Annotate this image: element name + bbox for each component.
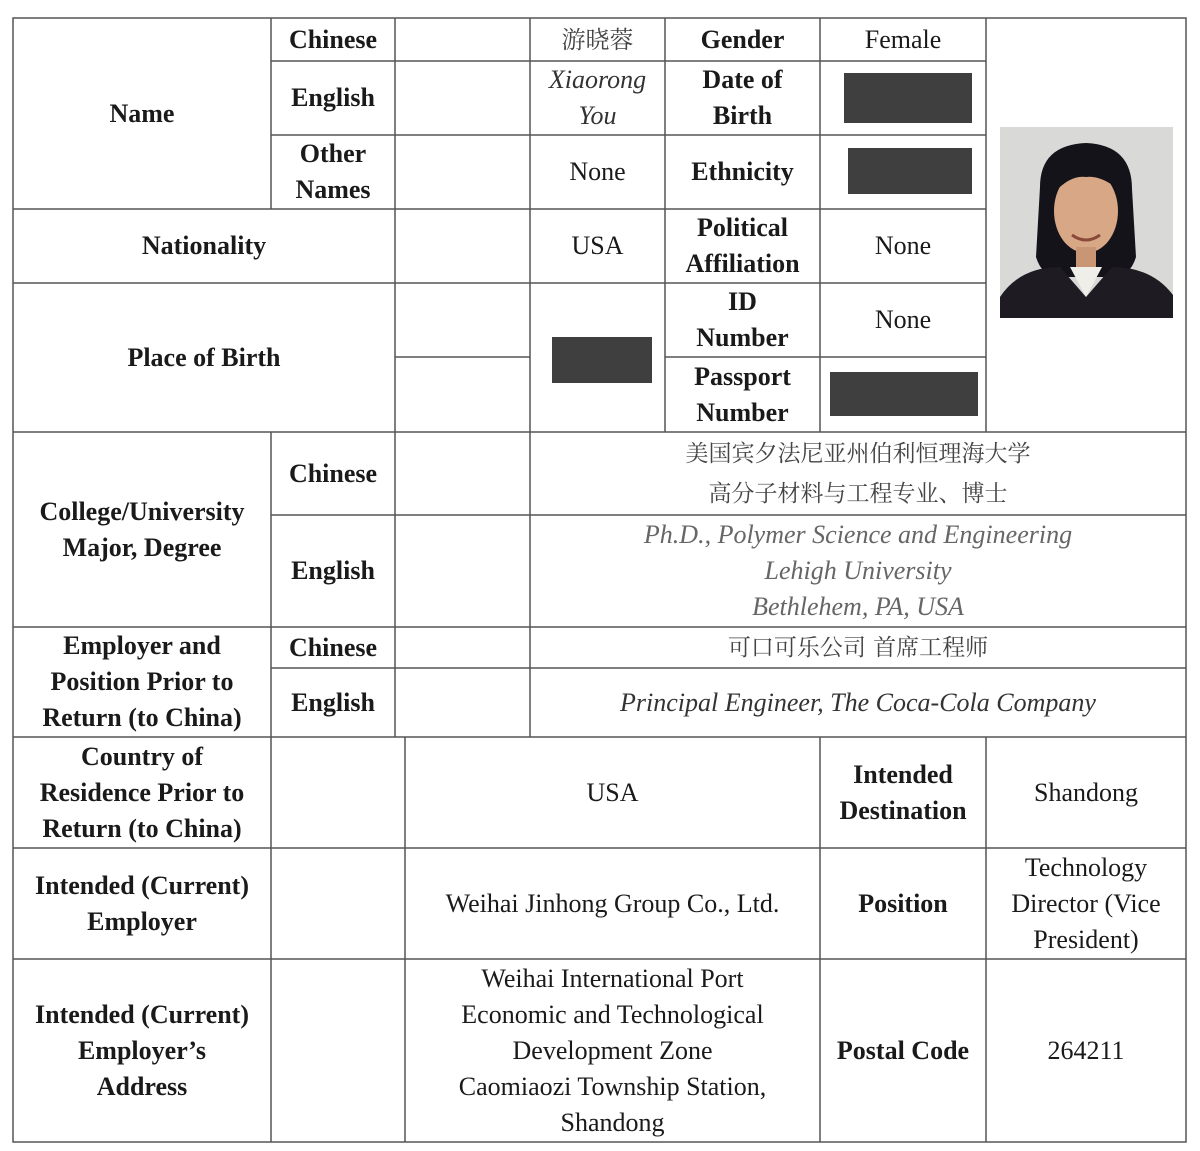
gender-value xyxy=(820,18,986,61)
political-value-text: None xyxy=(874,231,932,260)
name-label-text: Name xyxy=(109,98,175,128)
college-english-line3: Bethlehem, PA, USA xyxy=(752,592,964,621)
college-label-line2: Major, Degree xyxy=(62,532,222,562)
employer-prior-label xyxy=(13,627,271,737)
address-line4: Caomiaozi Township Station, xyxy=(458,1071,767,1101)
college-chinese-line1: 美国宾夕法尼亚州伯利恒理海大学 xyxy=(685,440,1031,467)
postal-value xyxy=(986,959,1186,1142)
position-label xyxy=(820,848,986,959)
id-number-label xyxy=(665,283,820,357)
residence-value-text: USA xyxy=(586,777,639,807)
residence-value xyxy=(405,737,820,848)
passport-label xyxy=(665,357,820,432)
name-chinese-label xyxy=(271,18,395,61)
birthplace-redaction xyxy=(552,337,652,383)
political-value xyxy=(820,209,986,283)
gender-label xyxy=(665,18,820,61)
id-number-value xyxy=(820,283,986,357)
id-number-value-text: None xyxy=(874,305,932,334)
college-english-line2: Lehigh University xyxy=(764,556,952,585)
employer-prior-chinese-label xyxy=(271,627,395,668)
name-chinese-label-text: Chinese xyxy=(288,24,378,54)
employer-prior-english-value-text: Principal Engineer, The Coca-Cola Company xyxy=(620,687,1096,717)
dob-label-line2: Birth xyxy=(712,101,773,130)
political-label-line1: Political xyxy=(697,213,788,242)
current-employer-label-line1: Intended (Current) xyxy=(34,870,250,900)
address-label-line3: Address xyxy=(96,1071,188,1101)
ethnicity-label-text: Ethnicity xyxy=(691,157,794,186)
destination-label-line2: Destination xyxy=(839,795,967,825)
postal-label xyxy=(820,959,986,1142)
employer-prior-english-label xyxy=(271,668,395,737)
gender-value-text: Female xyxy=(864,24,942,54)
other-names-value-text: None xyxy=(569,157,626,186)
college-chinese-label xyxy=(271,432,395,515)
position-value xyxy=(986,848,1186,959)
nationality-label-text: Nationality xyxy=(141,231,267,260)
destination-value-text: Shandong xyxy=(1034,777,1138,807)
current-employer-value-text: Weihai Jinhong Group Co., Ltd. xyxy=(445,888,780,918)
position-label-text: Position xyxy=(858,888,948,918)
college-label xyxy=(13,432,271,627)
destination-label xyxy=(820,737,986,848)
gender-label-text: Gender xyxy=(700,24,785,54)
id-number-label-line2: Number xyxy=(696,323,789,352)
position-value-line3: President) xyxy=(1033,924,1139,954)
nationality-label xyxy=(13,209,395,283)
portrait-photo xyxy=(1000,127,1173,318)
other-names-label xyxy=(271,135,395,209)
address-value xyxy=(405,959,820,1142)
college-english-line1: Ph.D., Polymer Science and Engineering xyxy=(643,520,1073,549)
residence-label-line3: Return (to China) xyxy=(42,813,242,843)
college-chinese-label-text: Chinese xyxy=(288,458,378,488)
name-english-line2: You xyxy=(578,101,617,130)
current-employer-label-line2: Employer xyxy=(87,906,197,936)
portrait-photo-icon xyxy=(1000,127,1173,318)
birthplace-label xyxy=(13,283,395,432)
name-english-label-text: English xyxy=(291,83,375,112)
employer-prior-label-line1: Employer and xyxy=(63,631,221,660)
political-label xyxy=(665,209,820,283)
address-line3: Development Zone xyxy=(512,1035,713,1065)
destination-label-line1: Intended xyxy=(853,759,953,789)
passport-label-line2: Number xyxy=(696,397,789,427)
nationality-value xyxy=(530,209,665,283)
name-english-value xyxy=(530,61,665,135)
address-label-line1: Intended (Current) xyxy=(34,999,250,1029)
college-english-label xyxy=(271,515,395,627)
other-names-value xyxy=(530,135,665,209)
birthplace-label-text: Place of Birth xyxy=(127,342,281,372)
residence-label xyxy=(13,737,271,848)
current-employer-label xyxy=(13,848,271,959)
name-english-line1: Xiaorong xyxy=(548,65,647,94)
id-number-label-line1: ID xyxy=(728,287,757,316)
residence-label-line1: Country of xyxy=(80,741,204,771)
address-line5: Shandong xyxy=(560,1107,665,1137)
address-line2: Economic and Technological xyxy=(461,999,764,1029)
residence-label-line2: Residence Prior to xyxy=(39,777,245,807)
employer-prior-chinese-value-text: 可口可乐公司 首席工程师 xyxy=(727,634,989,661)
passport-redaction xyxy=(830,372,978,416)
employer-prior-chinese-label-text: Chinese xyxy=(288,632,378,662)
name-chinese-value xyxy=(530,18,665,61)
address-line1: Weihai International Port xyxy=(481,963,744,993)
other-names-label-line2: Names xyxy=(295,175,371,204)
employer-prior-english-label-text: English xyxy=(291,687,375,717)
other-names-label-line1: Other xyxy=(299,139,367,168)
address-label-line2: Employer’s xyxy=(77,1035,207,1065)
address-label xyxy=(13,959,271,1142)
dob-redaction xyxy=(844,73,972,123)
destination-value xyxy=(986,737,1186,848)
postal-label-text: Postal Code xyxy=(836,1035,970,1065)
employer-prior-label-line2: Position Prior to xyxy=(50,667,234,696)
college-chinese-value xyxy=(530,432,1186,515)
name-label xyxy=(13,18,271,209)
position-value-line2: Director (Vice xyxy=(1011,888,1161,918)
college-label-line1: College/University xyxy=(39,496,245,526)
name-chinese-value-text: 游晓蓉 xyxy=(561,25,634,54)
name-english-label xyxy=(271,61,395,135)
employer-prior-english-value xyxy=(530,668,1186,737)
college-english-label-text: English xyxy=(291,556,375,585)
college-english-value xyxy=(530,515,1186,627)
passport-label-line1: Passport xyxy=(694,361,791,391)
college-chinese-line2: 高分子材料与工程专业、博士 xyxy=(708,480,1008,507)
current-employer-value xyxy=(405,848,820,959)
ethnicity-redaction xyxy=(848,148,972,194)
dob-label xyxy=(665,61,820,135)
employer-prior-label-line3: Return (to China) xyxy=(42,703,242,732)
position-value-line1: Technology xyxy=(1024,852,1148,882)
political-label-line2: Affiliation xyxy=(685,249,800,278)
nationality-value-text: USA xyxy=(571,231,624,260)
dob-label-line1: Date of xyxy=(702,65,783,94)
postal-value-text: 264211 xyxy=(1047,1035,1125,1065)
ethnicity-label xyxy=(665,135,820,209)
employer-prior-chinese-value xyxy=(530,627,1186,668)
